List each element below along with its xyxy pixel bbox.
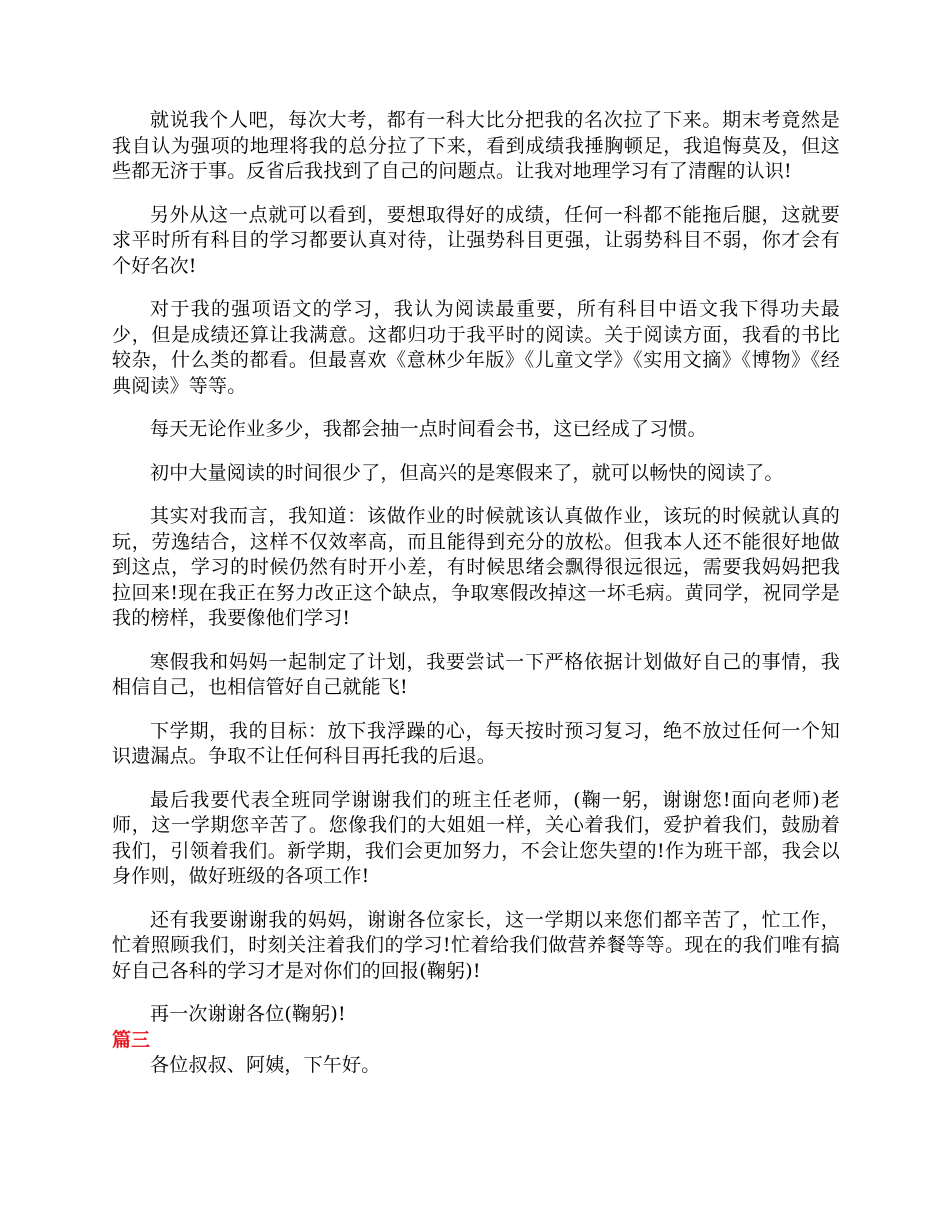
document-page [112, 108, 840, 1096]
paragraph: 每天无论作业多少，我都会抽一点时间看会书，这已经成了习惯。 [150, 418, 707, 440]
paragraph: 寒假我和妈妈一起制定了计划，我要尝试一下严格依据计划做好自己的事情，我相信自己，也相信管好自己就能飞! [112, 650, 840, 698]
paragraph: 最后我要代表全班同学谢谢我们的班主任老师，(鞠一躬，谢谢您!面向老师)老师，这一学期您辛苦了。您像我们的大姐姐一样，关心着我们，爱护着我们，鼓励着我们，引领着我们。新学期，我们会更加努力，不会让您失望的!作为班干部，我会以身作则，做好班级的各项工作! [112, 788, 840, 887]
paragraph: 还有我要谢谢我的妈妈，谢谢各位家长，这一学期以来您们都辛苦了，忙工作，忙着照顾我们，时刻关注着我们的学习!忙着给我们做营养餐等等。现在的我们唯有搞好自己各科的学习才是对你们的回报(鞠躬)! [112, 908, 840, 982]
paragraph: 对于我的强项语文的学习，我认为阅读最重要，所有科目中语文我下得功夫最少，但是成绩还算让我满意。这都归功于我平时的阅读。关于阅读方面，我看的书比较杂，什么类的都看。但最喜欢《意林少年版》《儿童文学》《实用文摘》《博物》《经典阅读》等等。 [112, 298, 840, 397]
section-first-paragraph: 各位叔叔、阿姨，下午好。 [150, 1053, 381, 1076]
paragraph: 其实对我而言，我知道：该做作业的时候就该认真做作业，该玩的时候就认真的玩，劳逸结合，这样不仅效率高，而且能得到充分的放松。但我本人还不能很好地做到这点，学习的时候仍然有时开小差，有时候思绪会飘得很远很远，需要我妈妈把我拉回来!现在我正在努力改正这个缺点，争取寒假改掉这一坏毛病。黄同学，祝同学是我的榜样，我要像他们学习! [112, 505, 840, 629]
paragraph: 再一次谢谢各位(鞠躬)! [150, 1003, 346, 1025]
paragraph: 另外从这一点就可以看到，要想取得好的成绩，任何一科都不能拖后腿，这就要求平时所有科目的学习都要认真对待，让强势科目更强，让弱势科目不弱，你才会有个好名次! [112, 203, 840, 277]
paragraph: 下学期，我的目标：放下我浮躁的心，每天按时预习复习，绝不放过任何一个知识遗漏点。争取不让任何科目再托我的后退。 [112, 719, 840, 767]
paragraph: 就说我个人吧，每次大考，都有一科大比分把我的名次拉了下来。期末考竟然是我自认为强项的地理将我的总分拉了下来，看到成绩我捶胸顿足，我追悔莫及，但这些都无济于事。反省后我找到了自己的问题点。让我对地理学习有了清醒的认识! [112, 109, 840, 182]
paragraph: 初中大量阅读的时间很少了，但高兴的是寒假来了，就可以畅快的阅读了。 [150, 461, 784, 484]
section-heading: 篇三 [112, 1028, 151, 1051]
